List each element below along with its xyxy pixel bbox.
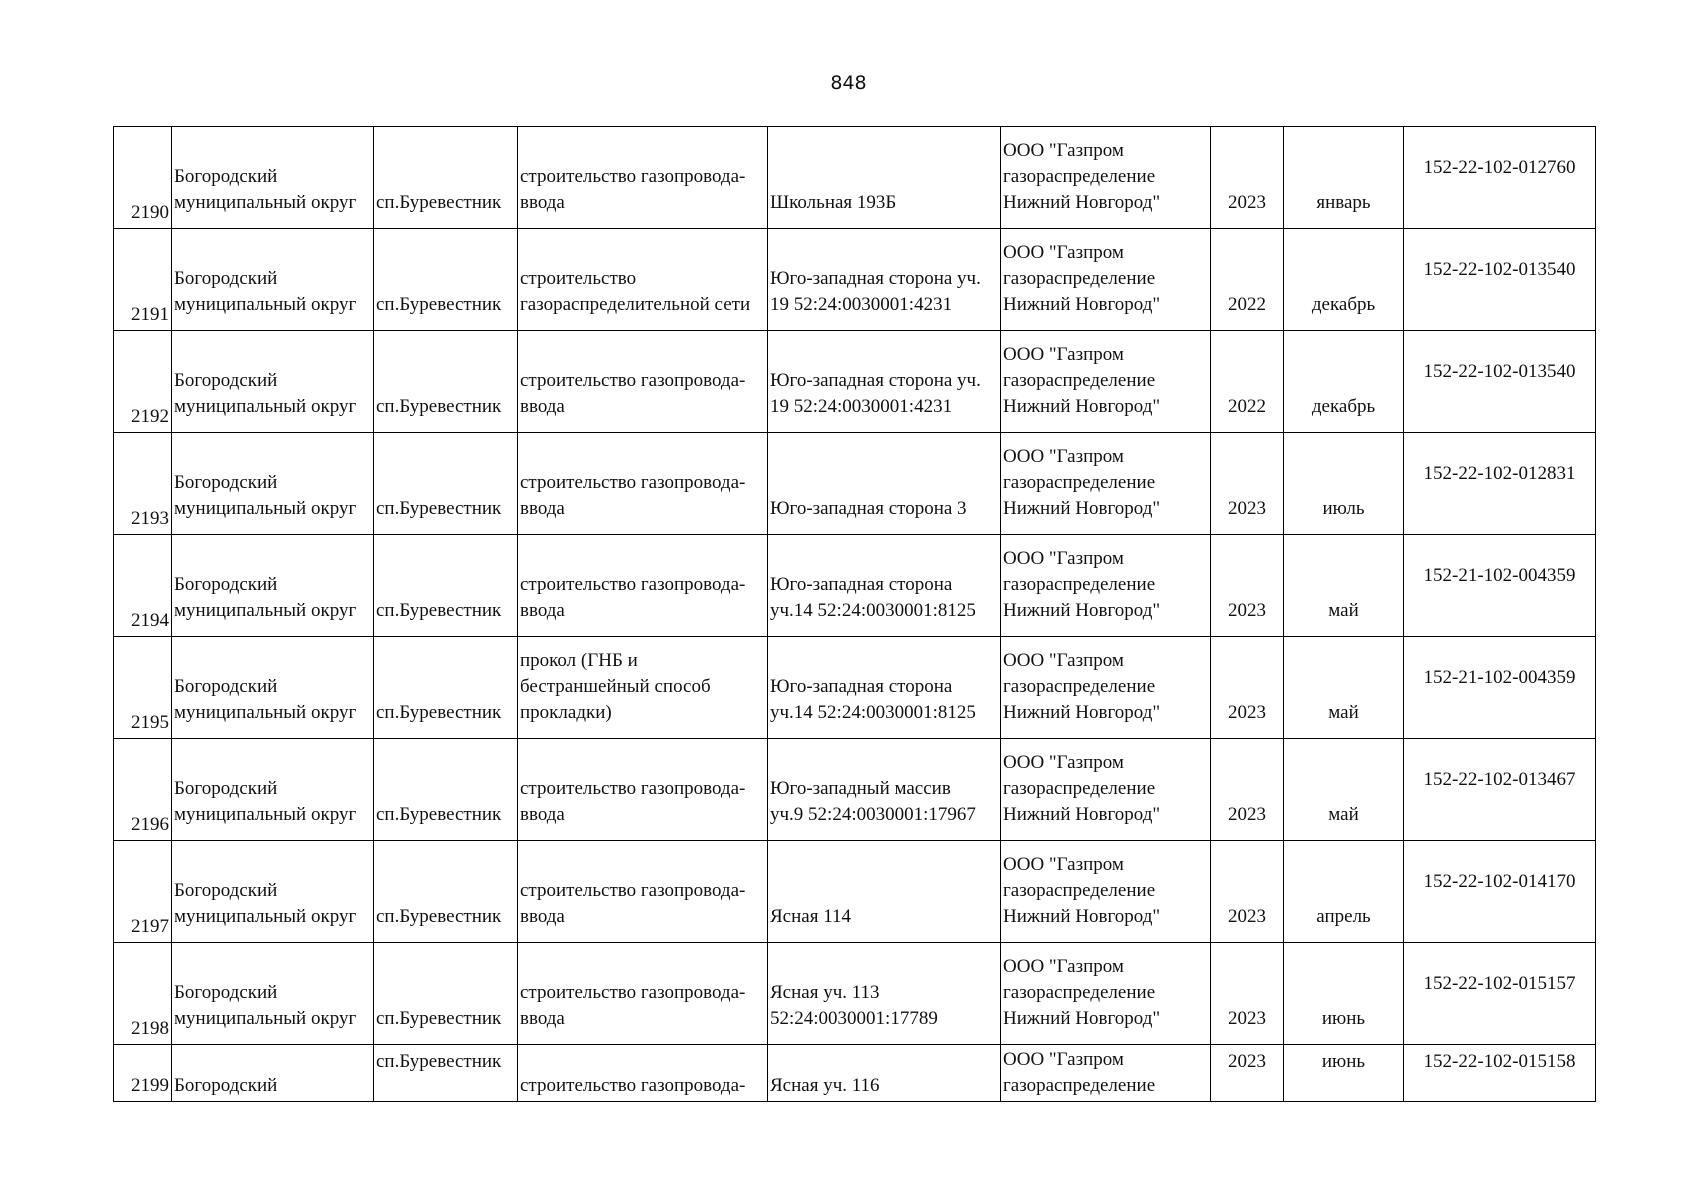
address-cell	[768, 127, 1001, 229]
row-number: 2198	[131, 1018, 169, 1039]
address-line: Юго-западный массив	[770, 778, 951, 799]
work-type-line: ввода	[520, 396, 565, 417]
registry-code: 152-22-102-013540	[1423, 259, 1576, 280]
work-type-line: ввода	[520, 804, 565, 825]
row-number-cell	[114, 331, 172, 433]
organization-line: Нижний Новгород"	[1003, 396, 1161, 417]
work-type-line: строительство	[520, 268, 637, 289]
address-line: уч.14 52:24:0030001:8125	[770, 702, 976, 723]
work-type-line: строительство газопровода-	[520, 574, 746, 595]
address-line: Юго-западная сторона	[770, 574, 953, 595]
address-line: Ясная 114	[770, 906, 851, 927]
organization-line: ООО "Газпром	[1003, 242, 1124, 263]
district-line: Богородский	[174, 268, 278, 289]
work-type-line: ввода	[520, 498, 565, 519]
month-cell	[1284, 229, 1404, 331]
district-cell	[172, 127, 374, 229]
district-cell	[172, 739, 374, 841]
district-line: муниципальный округ	[174, 702, 357, 723]
settlement-cell	[374, 1045, 518, 1102]
code-cell	[1404, 127, 1596, 229]
year-cell	[1211, 331, 1284, 433]
row-number-cell	[114, 535, 172, 637]
organization-line: ООО "Газпром	[1003, 650, 1124, 671]
organization-line: Нижний Новгород"	[1003, 600, 1161, 621]
registry-code: 152-22-102-013467	[1423, 769, 1576, 790]
code-cell	[1404, 535, 1596, 637]
month-cell	[1284, 637, 1404, 739]
organization-line: газораспределение	[1003, 268, 1156, 289]
month: июль	[1322, 498, 1365, 519]
address-line: Юго-западная сторона	[770, 676, 953, 697]
district-cell	[172, 637, 374, 739]
month: май	[1328, 702, 1359, 723]
district-line: муниципальный округ	[174, 906, 357, 927]
address-line: 19 52:24:0030001:4231	[770, 294, 953, 315]
month-cell	[1284, 1045, 1404, 1102]
district-cell	[172, 535, 374, 637]
district-cell	[172, 943, 374, 1045]
year: 2023	[1228, 906, 1266, 927]
row-number: 2195	[131, 712, 169, 733]
organization-line: газораспределение	[1003, 676, 1156, 697]
row-number-cell	[114, 229, 172, 331]
work-type-cell	[518, 739, 768, 841]
organization-line: газораспределение	[1003, 982, 1156, 1003]
district-line: Богородский	[174, 880, 278, 901]
address-line: Юго-западная сторона уч.	[770, 370, 981, 391]
month-cell	[1284, 331, 1404, 433]
address-line: Юго-западная сторона 3	[770, 498, 967, 519]
district-line: Богородский	[174, 778, 278, 799]
registry-code: 152-22-102-013540	[1423, 361, 1576, 382]
address-line: Юго-западная сторона уч.	[770, 268, 981, 289]
district-cell	[172, 229, 374, 331]
row-number: 2199	[131, 1075, 169, 1096]
row-number: 2194	[131, 610, 169, 631]
month: апрель	[1316, 906, 1371, 927]
work-type-cell	[518, 433, 768, 535]
year-cell	[1211, 127, 1284, 229]
address-cell	[768, 637, 1001, 739]
district-line: Богородский	[174, 1075, 278, 1096]
district-line: муниципальный округ	[174, 498, 357, 519]
work-type-line: строительство газопровода-	[520, 472, 746, 493]
year-cell	[1211, 739, 1284, 841]
settlement-cell	[374, 433, 518, 535]
district-line: муниципальный округ	[174, 396, 357, 417]
settlement: сп.Буревестник	[376, 1051, 502, 1072]
settlement: сп.Буревестник	[376, 396, 502, 417]
organization-line: газораспределение	[1003, 166, 1156, 187]
year: 2022	[1228, 294, 1266, 315]
month-cell	[1284, 535, 1404, 637]
registry-code: 152-22-102-015158	[1423, 1051, 1576, 1072]
organization-cell	[1001, 1045, 1211, 1102]
table-row	[114, 739, 1596, 841]
organization-cell	[1001, 331, 1211, 433]
organization-line: газораспределение	[1003, 778, 1156, 799]
month: июнь	[1321, 1051, 1366, 1072]
settlement-cell	[374, 331, 518, 433]
settlement: сп.Буревестник	[376, 600, 502, 621]
district-line: муниципальный округ	[174, 1008, 357, 1029]
address-cell	[768, 331, 1001, 433]
district-cell	[172, 331, 374, 433]
address-line: уч.9 52:24:0030001:17967	[770, 804, 976, 825]
year: 2023	[1228, 804, 1266, 825]
organization-line: ООО "Газпром	[1003, 446, 1124, 467]
table-row	[114, 841, 1596, 943]
district-line: муниципальный округ	[174, 294, 357, 315]
district-line: Богородский	[174, 982, 278, 1003]
table-row	[114, 433, 1596, 535]
code-cell	[1404, 229, 1596, 331]
table-row	[114, 331, 1596, 433]
settlement: сп.Буревестник	[376, 1008, 502, 1029]
row-number: 2191	[131, 304, 169, 325]
work-type-cell	[518, 637, 768, 739]
code-cell	[1404, 841, 1596, 943]
work-type-cell	[518, 841, 768, 943]
settlement: сп.Буревестник	[376, 498, 502, 519]
month: январь	[1316, 192, 1371, 213]
work-type-cell	[518, 127, 768, 229]
address-cell	[768, 535, 1001, 637]
settlement-cell	[374, 841, 518, 943]
work-type-cell	[518, 1045, 768, 1102]
table-row	[114, 127, 1596, 229]
code-cell	[1404, 943, 1596, 1045]
table-row	[114, 1045, 1596, 1102]
month: июнь	[1321, 1008, 1366, 1029]
registry-table	[113, 126, 1596, 1102]
work-type-line: строительство газопровода-	[520, 982, 746, 1003]
organization-line: ООО "Газпром	[1003, 1049, 1124, 1070]
address-cell	[768, 943, 1001, 1045]
organization-cell	[1001, 841, 1211, 943]
work-type-line: прокол (ГНБ и	[520, 650, 638, 671]
address-cell	[768, 433, 1001, 535]
page-number: 848	[830, 72, 867, 94]
month-cell	[1284, 433, 1404, 535]
organization-cell	[1001, 535, 1211, 637]
table-body	[114, 127, 1596, 1102]
settlement: сп.Буревестник	[376, 702, 502, 723]
year: 2023	[1228, 1008, 1266, 1029]
work-type-line: бестраншейный способ	[520, 676, 711, 697]
registry-code: 152-22-102-012760	[1423, 157, 1576, 178]
row-number-cell	[114, 127, 172, 229]
organization-line: газораспределение	[1003, 370, 1156, 391]
year-cell	[1211, 433, 1284, 535]
organization-cell	[1001, 739, 1211, 841]
settlement-cell	[374, 229, 518, 331]
work-type-line: ввода	[520, 192, 565, 213]
organization-cell	[1001, 229, 1211, 331]
district-cell	[172, 433, 374, 535]
month: май	[1328, 804, 1359, 825]
settlement-cell	[374, 127, 518, 229]
year-cell	[1211, 535, 1284, 637]
settlement: сп.Буревестник	[376, 804, 502, 825]
year: 2023	[1228, 1051, 1266, 1072]
organization-line: газораспределение	[1003, 1075, 1156, 1096]
row-number-cell	[114, 943, 172, 1045]
row-number-cell	[114, 433, 172, 535]
organization-line: газораспределение	[1003, 472, 1156, 493]
district-cell	[172, 1045, 374, 1102]
address-cell	[768, 841, 1001, 943]
row-number: 2196	[131, 814, 169, 835]
row-number: 2192	[131, 406, 169, 427]
year: 2023	[1228, 192, 1266, 213]
code-cell	[1404, 1045, 1596, 1102]
organization-line: ООО "Газпром	[1003, 752, 1124, 773]
year-cell	[1211, 841, 1284, 943]
address-line: уч.14 52:24:0030001:8125	[770, 600, 976, 621]
month: декабрь	[1311, 294, 1376, 315]
month-cell	[1284, 841, 1404, 943]
work-type-line: ввода	[520, 600, 565, 621]
address-cell	[768, 739, 1001, 841]
work-type-cell	[518, 943, 768, 1045]
month-cell	[1284, 943, 1404, 1045]
organization-cell	[1001, 637, 1211, 739]
organization-cell	[1001, 433, 1211, 535]
district-cell	[172, 841, 374, 943]
code-cell	[1404, 739, 1596, 841]
district-line: Богородский	[174, 166, 278, 187]
work-type-line: строительство газопровода-	[520, 880, 746, 901]
organization-line: газораспределение	[1003, 880, 1156, 901]
settlement-cell	[374, 943, 518, 1045]
district-line: Богородский	[174, 574, 278, 595]
organization-cell	[1001, 943, 1211, 1045]
work-type-line: прокладки)	[520, 702, 612, 723]
code-cell	[1404, 331, 1596, 433]
address-line: Ясная уч. 116	[770, 1075, 880, 1096]
registry-code: 152-22-102-012831	[1423, 463, 1576, 484]
month: май	[1328, 600, 1359, 621]
work-type-line: строительство газопровода-	[520, 778, 746, 799]
organization-line: ООО "Газпром	[1003, 956, 1124, 977]
month: декабрь	[1311, 396, 1376, 417]
registry-code: 152-21-102-004359	[1423, 565, 1576, 586]
organization-line: Нижний Новгород"	[1003, 906, 1161, 927]
row-number: 2197	[131, 916, 169, 937]
work-type-line: строительство газопровода-	[520, 370, 746, 391]
work-type-line: газораспределительной сети	[520, 294, 751, 315]
year: 2023	[1228, 600, 1266, 621]
table-row	[114, 535, 1596, 637]
work-type-cell	[518, 229, 768, 331]
work-type-cell	[518, 331, 768, 433]
organization-line: Нижний Новгород"	[1003, 804, 1161, 825]
organization-line: ООО "Газпром	[1003, 344, 1124, 365]
organization-line: ООО "Газпром	[1003, 854, 1124, 875]
organization-line: ООО "Газпром	[1003, 548, 1124, 569]
settlement: сп.Буревестник	[376, 294, 502, 315]
district-line: муниципальный округ	[174, 804, 357, 825]
address-line: Ясная уч. 113	[770, 982, 880, 1003]
year: 2023	[1228, 702, 1266, 723]
month-cell	[1284, 127, 1404, 229]
organization-line: ООО "Газпром	[1003, 140, 1124, 161]
registry-code: 152-21-102-004359	[1423, 667, 1576, 688]
year: 2022	[1228, 396, 1266, 417]
address-line: 19 52:24:0030001:4231	[770, 396, 953, 417]
work-type-cell	[518, 535, 768, 637]
row-number-cell	[114, 841, 172, 943]
organization-line: газораспределение	[1003, 574, 1156, 595]
table-row	[114, 229, 1596, 331]
organization-line: Нижний Новгород"	[1003, 498, 1161, 519]
row-number-cell	[114, 1045, 172, 1102]
row-number-cell	[114, 637, 172, 739]
work-type-line: строительство газопровода-	[520, 166, 746, 187]
organization-line: Нижний Новгород"	[1003, 192, 1161, 213]
code-cell	[1404, 637, 1596, 739]
district-line: Богородский	[174, 472, 278, 493]
year-cell	[1211, 1045, 1284, 1102]
address-line: 52:24:0030001:17789	[770, 1008, 938, 1029]
work-type-line: ввода	[520, 1008, 565, 1029]
year-cell	[1211, 637, 1284, 739]
row-number-cell	[114, 739, 172, 841]
work-type-line: ввода	[520, 906, 565, 927]
code-cell	[1404, 433, 1596, 535]
work-type-line: строительство газопровода-	[520, 1075, 746, 1096]
row-number: 2193	[131, 508, 169, 529]
address-cell	[768, 229, 1001, 331]
year-cell	[1211, 229, 1284, 331]
registry-code: 152-22-102-014170	[1423, 871, 1576, 892]
organization-line: Нижний Новгород"	[1003, 1008, 1161, 1029]
district-line: муниципальный округ	[174, 192, 357, 213]
address-cell	[768, 1045, 1001, 1102]
district-line: Богородский	[174, 676, 278, 697]
district-line: муниципальный округ	[174, 600, 357, 621]
settlement: сп.Буревестник	[376, 192, 502, 213]
district-line: Богородский	[174, 370, 278, 391]
settlement-cell	[374, 637, 518, 739]
organization-cell	[1001, 127, 1211, 229]
settlement: сп.Буревестник	[376, 906, 502, 927]
table-row	[114, 943, 1596, 1045]
year: 2023	[1228, 498, 1266, 519]
row-number: 2190	[131, 202, 169, 223]
address-line: Школьная 193Б	[770, 192, 897, 213]
table-row	[114, 637, 1596, 739]
settlement-cell	[374, 535, 518, 637]
month-cell	[1284, 739, 1404, 841]
registry-code: 152-22-102-015157	[1423, 973, 1576, 994]
organization-line: Нижний Новгород"	[1003, 294, 1161, 315]
settlement-cell	[374, 739, 518, 841]
organization-line: Нижний Новгород"	[1003, 702, 1161, 723]
year-cell	[1211, 943, 1284, 1045]
